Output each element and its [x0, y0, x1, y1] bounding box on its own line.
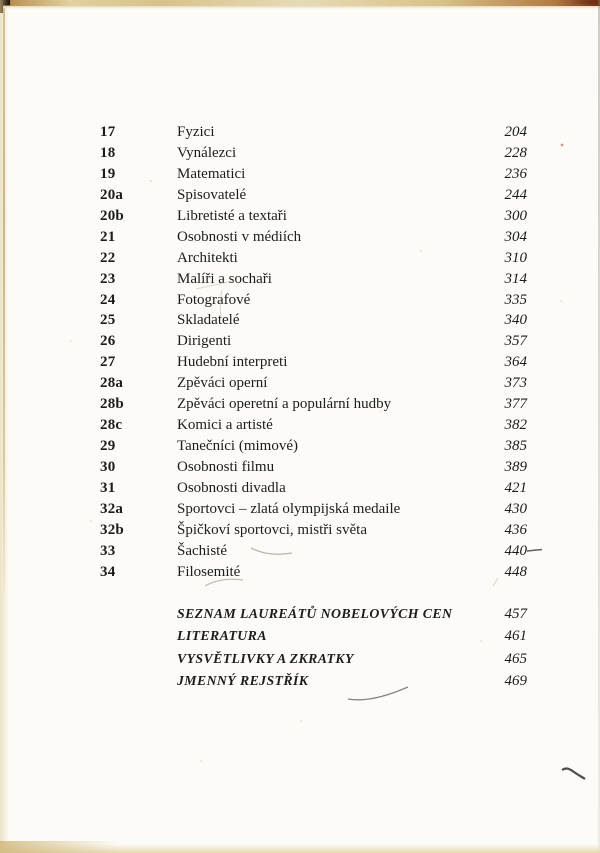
page-number: 300	[504, 207, 527, 224]
page-number: 440	[504, 542, 527, 559]
chapter-title: Libretisté a textaři	[177, 207, 287, 224]
toc-row	[0, 373, 600, 394]
page-number: 430	[504, 500, 527, 517]
toc-row	[0, 206, 600, 227]
toc-row	[0, 290, 600, 311]
page-number: 457	[504, 606, 527, 622]
page-number: 335	[504, 291, 527, 308]
toc-row	[0, 269, 600, 290]
chapter-number: 28c	[100, 417, 123, 434]
chapter-number: 19	[100, 165, 116, 182]
back-matter-row	[0, 670, 600, 692]
ink-squiggle-bottom-right	[562, 769, 585, 779]
chapter-title: Skladatelé	[177, 312, 240, 329]
chapter-title: Osobnosti v médiích	[177, 228, 302, 245]
back-matter-title: SEZNAM LAUREÁTŮ NOBELOVÝCH CEN	[177, 606, 453, 621]
back-matter-title: VYSVĚTLIVKY A ZKRATKY	[177, 650, 354, 666]
page-number: 469	[504, 673, 527, 690]
back-matter-row	[0, 625, 600, 647]
chapter-number: 22	[100, 249, 116, 266]
page-number: 373	[504, 375, 527, 392]
chapter-number: 28b	[100, 396, 124, 413]
page-number: 461	[504, 628, 527, 645]
chapter-title: Osobnosti divadla	[177, 479, 286, 496]
chapter-number: 21	[100, 228, 116, 245]
page-number: 364	[504, 354, 527, 371]
toc-row	[0, 185, 600, 206]
page-corner-top-right	[570, 0, 600, 4]
chapter-number: 20a	[100, 186, 124, 203]
toc-row	[0, 478, 600, 499]
toc-row	[0, 415, 600, 436]
toc-row	[0, 394, 600, 415]
chapter-number: 23	[100, 270, 116, 287]
page-number: 377	[504, 396, 527, 413]
chapter-title: Sportovci – zlatá olympijská medaile	[177, 500, 401, 517]
chapter-title: Osobnosti filmu	[177, 459, 275, 475]
chapter-title: Zpěváci operetní a populární hudby	[177, 396, 392, 413]
page-number: 236	[504, 165, 527, 182]
toc-row	[0, 122, 600, 143]
toc-row	[0, 457, 600, 478]
toc-row	[0, 310, 600, 331]
back-matter-title: JMENNÝ REJSTŘÍK	[177, 673, 309, 689]
chapter-number: 26	[100, 333, 116, 350]
chapter-number: 34	[100, 563, 116, 580]
page-number: 421	[504, 479, 527, 496]
page-number: 385	[504, 438, 527, 455]
chapter-title: Fyzici	[177, 124, 215, 140]
chapter-number: 31	[100, 479, 116, 496]
chapter-number: 32b	[100, 521, 124, 538]
chapter-number: 30	[100, 459, 116, 475]
page-number: 244	[504, 186, 527, 203]
page-number: 314	[504, 270, 527, 287]
chapter-title: Vynálezci	[177, 144, 237, 161]
chapter-title: Hudební interpreti	[177, 354, 288, 371]
toc-row	[0, 499, 600, 520]
page-number: 357	[504, 333, 527, 350]
back-matter-list	[0, 603, 600, 693]
chapter-title: Špičkoví sportovci, mistři světa	[177, 521, 367, 538]
chapter-title: Matematici	[177, 165, 246, 182]
toc-row	[0, 520, 600, 541]
chapter-title: Fotografové	[177, 291, 251, 308]
chapter-number: 17	[100, 124, 116, 140]
page-corner-bottom-left	[0, 841, 120, 853]
chapter-title: Architekti	[177, 249, 238, 266]
page-number: 228	[504, 144, 527, 161]
chapter-number: 24	[100, 291, 116, 308]
page-number: 304	[504, 228, 527, 245]
chapter-number: 32a	[100, 500, 124, 517]
chapter-number: 20b	[100, 207, 124, 224]
chapter-number: 29	[100, 438, 116, 455]
page-number: 340	[504, 312, 527, 329]
chapter-title: Malíři a sochaři	[177, 270, 272, 287]
toc-row	[0, 164, 600, 185]
chapter-number: 27	[100, 354, 116, 371]
back-matter-row	[0, 648, 600, 670]
page-number: 382	[504, 417, 527, 434]
chapter-number: 28a	[100, 375, 124, 392]
page-number: 436	[504, 521, 527, 538]
toc-row	[0, 227, 600, 248]
chapter-title: Filosemité	[177, 563, 241, 580]
toc-row	[0, 541, 600, 562]
chapter-title: Komici a artisté	[177, 417, 273, 434]
toc-row	[0, 248, 600, 269]
chapter-title: Zpěváci operní	[177, 375, 268, 392]
toc-row	[0, 562, 600, 583]
toc-row	[0, 143, 600, 164]
toc-row	[0, 436, 600, 457]
chapter-title: Dirigenti	[177, 333, 232, 350]
chapter-title: Tanečníci (mimové)	[177, 438, 298, 455]
back-matter-title: LITERATURA	[177, 628, 267, 644]
toc-row	[0, 352, 600, 373]
page-number: 448	[504, 563, 527, 580]
page-number: 465	[504, 650, 527, 667]
chapter-title: Šachisté	[177, 542, 227, 559]
chapter-title: Spisovatelé	[177, 186, 247, 203]
chapter-number: 33	[100, 542, 116, 559]
page-number: 389	[504, 459, 527, 475]
page-edge-top-fade	[0, 6, 600, 9]
chapter-number: 18	[100, 144, 116, 161]
page-number: 310	[504, 249, 527, 266]
back-matter-row	[0, 603, 600, 625]
chapter-number: 25	[100, 312, 116, 329]
table-of-contents	[0, 122, 600, 583]
page-number: 204	[504, 124, 527, 140]
toc-row	[0, 331, 600, 352]
